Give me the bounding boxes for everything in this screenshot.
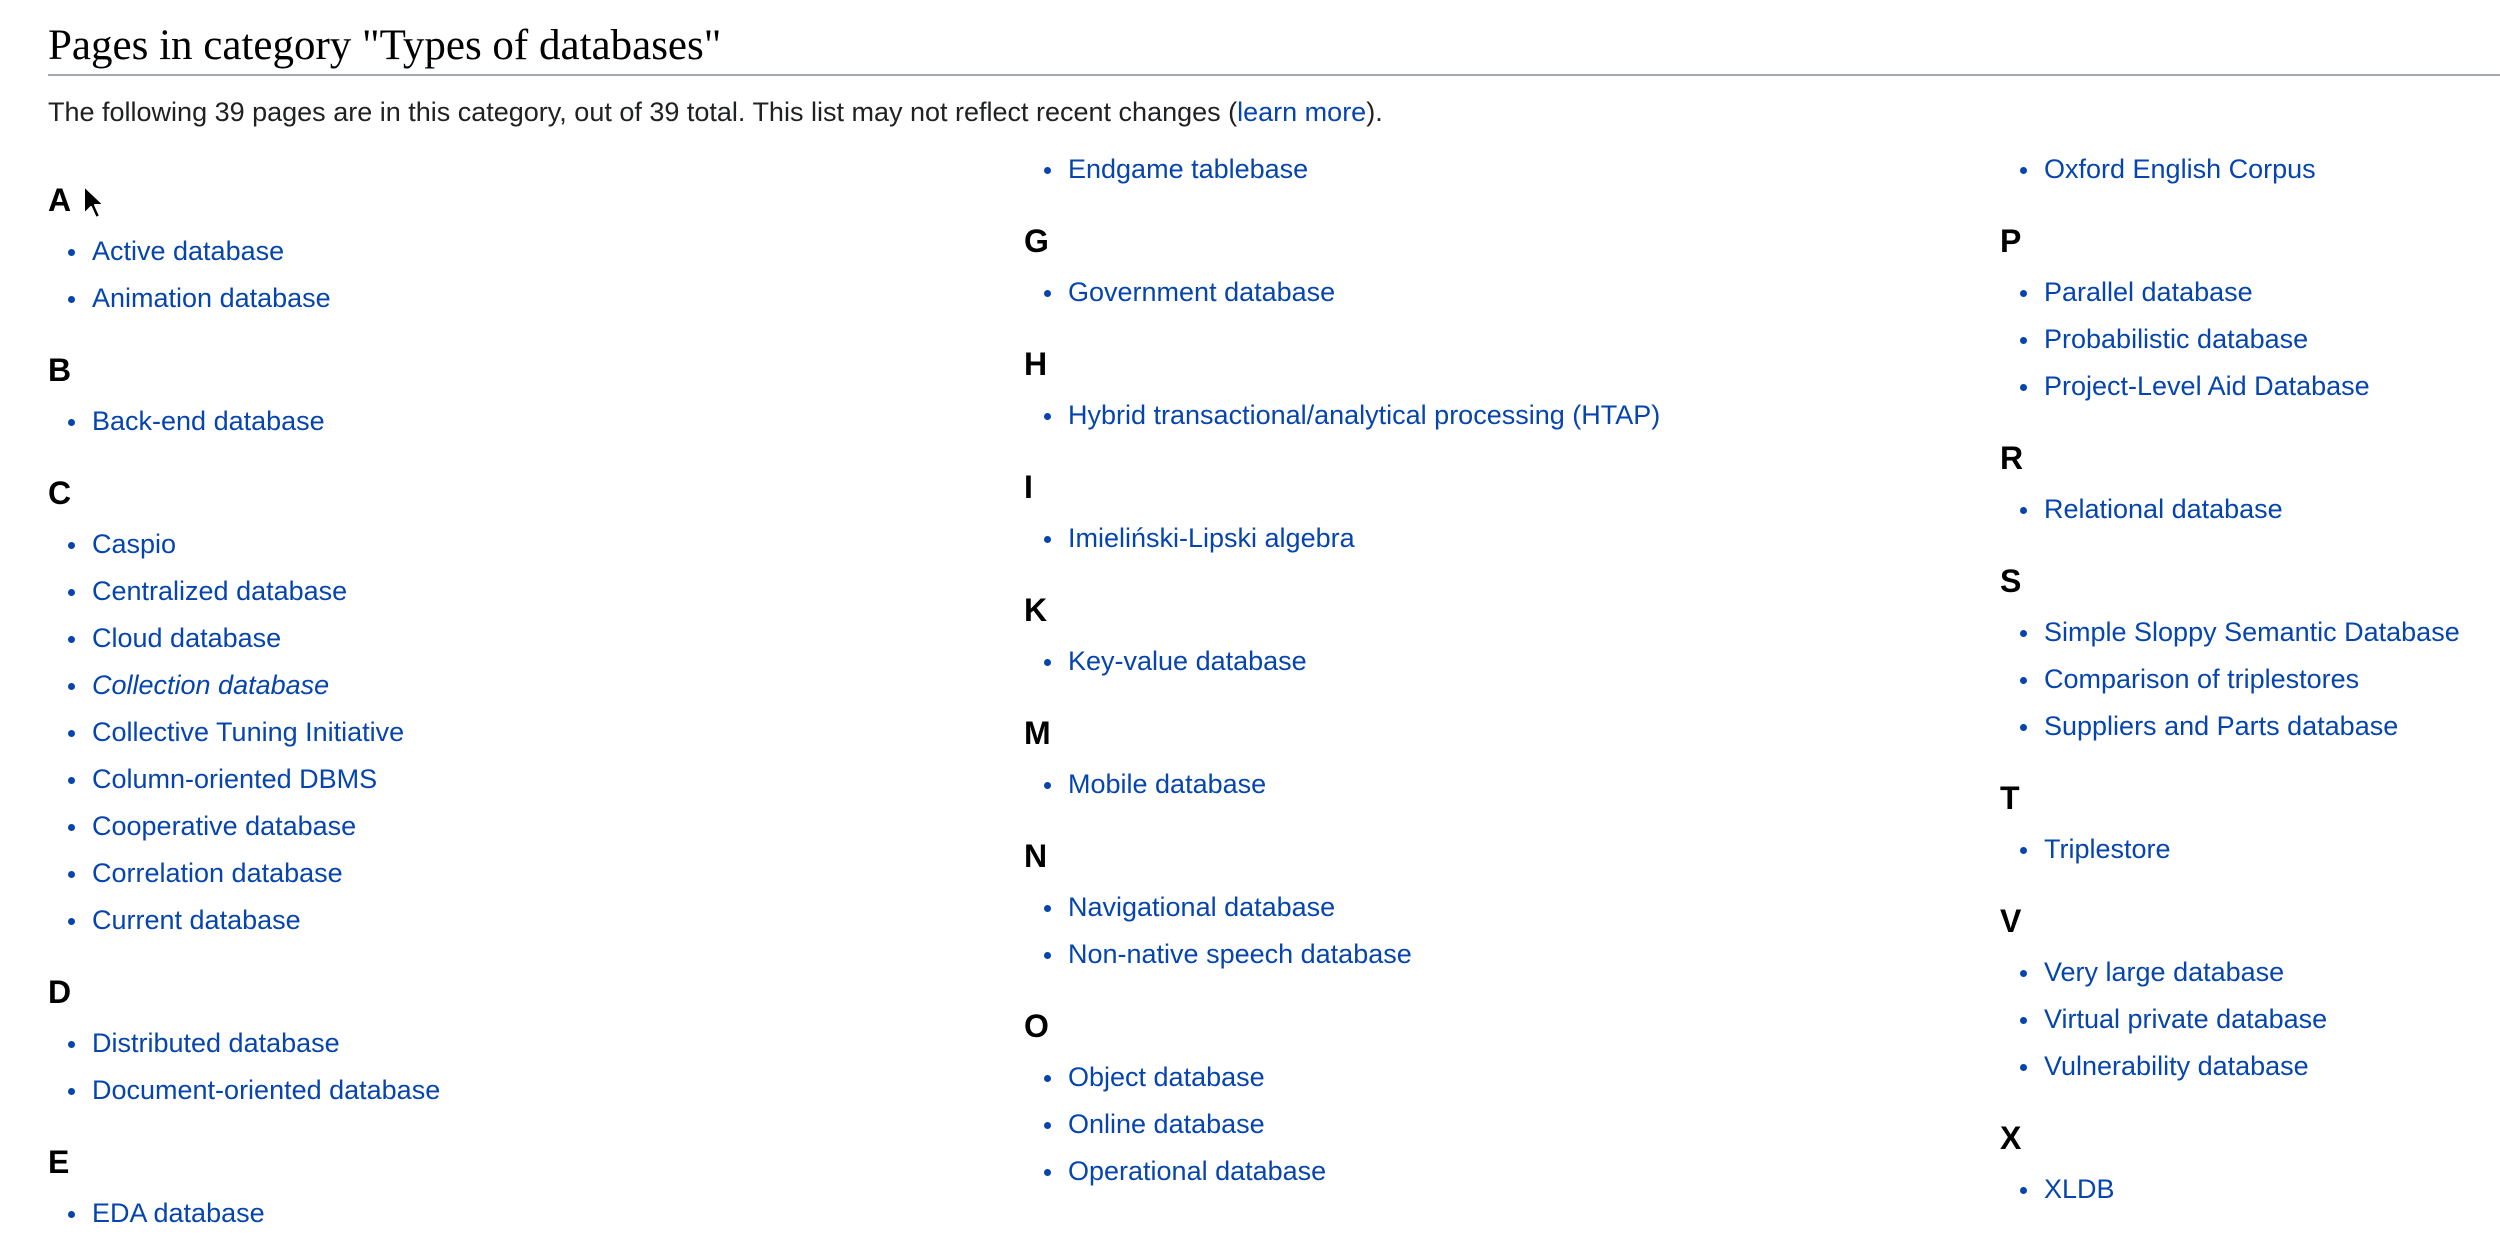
bullet-icon [2020, 1187, 2027, 1194]
bullet-icon [2020, 1017, 2027, 1024]
title-divider [48, 74, 2500, 76]
letter-heading: R [2000, 440, 2024, 476]
letter-heading: G [1024, 223, 1049, 259]
category-page-link[interactable]: Collection database [92, 670, 330, 700]
category-page-link[interactable]: Triplestore [2044, 834, 2171, 864]
bullet-icon [68, 1211, 75, 1218]
category-page-link[interactable]: Back-end database [92, 406, 325, 436]
category-page-link[interactable]: Object database [1068, 1062, 1265, 1092]
letter-heading: T [2000, 780, 2020, 816]
category-page-link[interactable]: Relational database [2044, 494, 2283, 524]
category-page-link[interactable]: Hybrid transactional/analytical processing (HTAP) [1068, 400, 1661, 430]
bullet-icon [1044, 1122, 1051, 1129]
bullet-icon [2020, 1064, 2027, 1071]
category-page-link[interactable]: Very large database [2044, 957, 2285, 987]
bullet-icon [68, 589, 75, 596]
bullet-icon [1044, 952, 1051, 959]
letter-heading: I [1024, 469, 1033, 505]
bullet-icon [68, 824, 75, 831]
category-page-link[interactable]: Virtual private database [2044, 1004, 2328, 1034]
category-page-link[interactable]: Collective Tuning Initiative [92, 717, 405, 747]
bullet-icon [68, 1041, 75, 1048]
category-page-link[interactable]: Probabilistic database [2044, 324, 2309, 354]
category-page-link[interactable]: XLDB [2044, 1174, 2115, 1204]
bullet-icon [2020, 384, 2027, 391]
bullet-icon [68, 249, 75, 256]
category-page-link[interactable]: Non-native speech database [1068, 939, 1412, 969]
category-page-link[interactable]: Imieliński-Lipski algebra [1068, 523, 1355, 553]
bullet-icon [68, 296, 75, 303]
letter-heading: O [1024, 1008, 1049, 1044]
letter-heading: M [1024, 715, 1051, 751]
page-title: Pages in category "Types of databases" [48, 22, 722, 69]
category-page-link[interactable]: Centralized database [92, 576, 348, 606]
bullet-icon [2020, 847, 2027, 854]
category-page-link[interactable]: Animation database [92, 283, 331, 313]
category-page-link[interactable]: Simple Sloppy Semantic Database [2044, 617, 2460, 647]
category-page-link[interactable]: Column-oriented DBMS [92, 764, 378, 794]
category-page-link[interactable]: Mobile database [1068, 769, 1267, 799]
category-page-link[interactable]: Endgame tablebase [1068, 154, 1309, 184]
bullet-icon [1044, 905, 1051, 912]
letter-heading: B [48, 352, 72, 388]
mouse-cursor-icon [82, 184, 106, 220]
bullet-icon [68, 542, 75, 549]
letter-heading: X [2000, 1120, 2022, 1156]
letter-heading: C [48, 475, 72, 511]
bullet-icon [1044, 290, 1051, 297]
category-page-link[interactable]: Key-value database [1068, 646, 1307, 676]
category-page-link[interactable]: EDA database [92, 1198, 265, 1228]
bullet-icon [68, 683, 75, 690]
bullet-icon [68, 777, 75, 784]
bullet-icon [68, 730, 75, 737]
category-page-link[interactable]: Correlation database [92, 858, 343, 888]
bullet-icon [2020, 290, 2027, 297]
learn-more-link[interactable]: learn more [1237, 97, 1367, 127]
category-page-link[interactable]: Navigational database [1068, 892, 1336, 922]
category-page-link[interactable]: Current database [92, 905, 301, 935]
letter-heading: A [48, 182, 72, 218]
bullet-icon [68, 419, 75, 426]
bullet-icon [68, 1088, 75, 1095]
category-page-link[interactable]: Online database [1068, 1109, 1265, 1139]
bullet-icon [1044, 782, 1051, 789]
category-page-link[interactable]: Vulnerability database [2044, 1051, 2309, 1081]
bullet-icon [1044, 1169, 1051, 1176]
category-page-link[interactable]: Operational database [1068, 1156, 1327, 1186]
bullet-icon [2020, 507, 2027, 514]
intro-text-after: ). [1366, 97, 1383, 127]
category-page-link[interactable]: Caspio [92, 529, 177, 559]
bullet-icon [2020, 167, 2027, 174]
bullet-icon [1044, 536, 1051, 543]
letter-heading: P [2000, 223, 2022, 259]
bullet-icon [2020, 970, 2027, 977]
category-page-link[interactable]: Parallel database [2044, 277, 2253, 307]
letter-heading: N [1024, 838, 1048, 874]
letter-heading: D [48, 974, 72, 1010]
bullet-icon [1044, 1075, 1051, 1082]
bullet-icon [2020, 337, 2027, 344]
category-page-link[interactable]: Document-oriented database [92, 1075, 441, 1105]
bullet-icon [68, 918, 75, 925]
category-page-link[interactable]: Oxford English Corpus [2044, 154, 2316, 184]
bullet-icon [68, 871, 75, 878]
letter-heading: S [2000, 563, 2022, 599]
bullet-icon [2020, 630, 2027, 637]
bullet-icon [1044, 659, 1051, 666]
category-page-link[interactable]: Government database [1068, 277, 1336, 307]
intro-text-before: The following 39 pages are in this category, out of 39 total. This list may not reflect recent changes ( [48, 97, 1238, 127]
bullet-icon [68, 636, 75, 643]
category-page-link[interactable]: Distributed database [92, 1028, 340, 1058]
letter-heading: E [48, 1144, 70, 1180]
intro-text [48, 92, 1383, 132]
category-page-link[interactable]: Cloud database [92, 623, 282, 653]
bullet-icon [2020, 724, 2027, 731]
category-page-link[interactable]: Comparison of triplestores [2044, 664, 2360, 694]
bullet-icon [1044, 413, 1051, 420]
letter-heading: K [1024, 592, 1048, 628]
category-page-link[interactable]: Cooperative database [92, 811, 357, 841]
category-page-link[interactable]: Project-Level Aid Database [2044, 371, 2370, 401]
bullet-icon [2020, 677, 2027, 684]
category-page-link[interactable]: Suppliers and Parts database [2044, 711, 2399, 741]
category-page-link[interactable]: Active database [92, 236, 285, 266]
letter-heading: V [2000, 903, 2022, 939]
letter-heading: H [1024, 346, 1048, 382]
bullet-icon [1044, 167, 1051, 174]
